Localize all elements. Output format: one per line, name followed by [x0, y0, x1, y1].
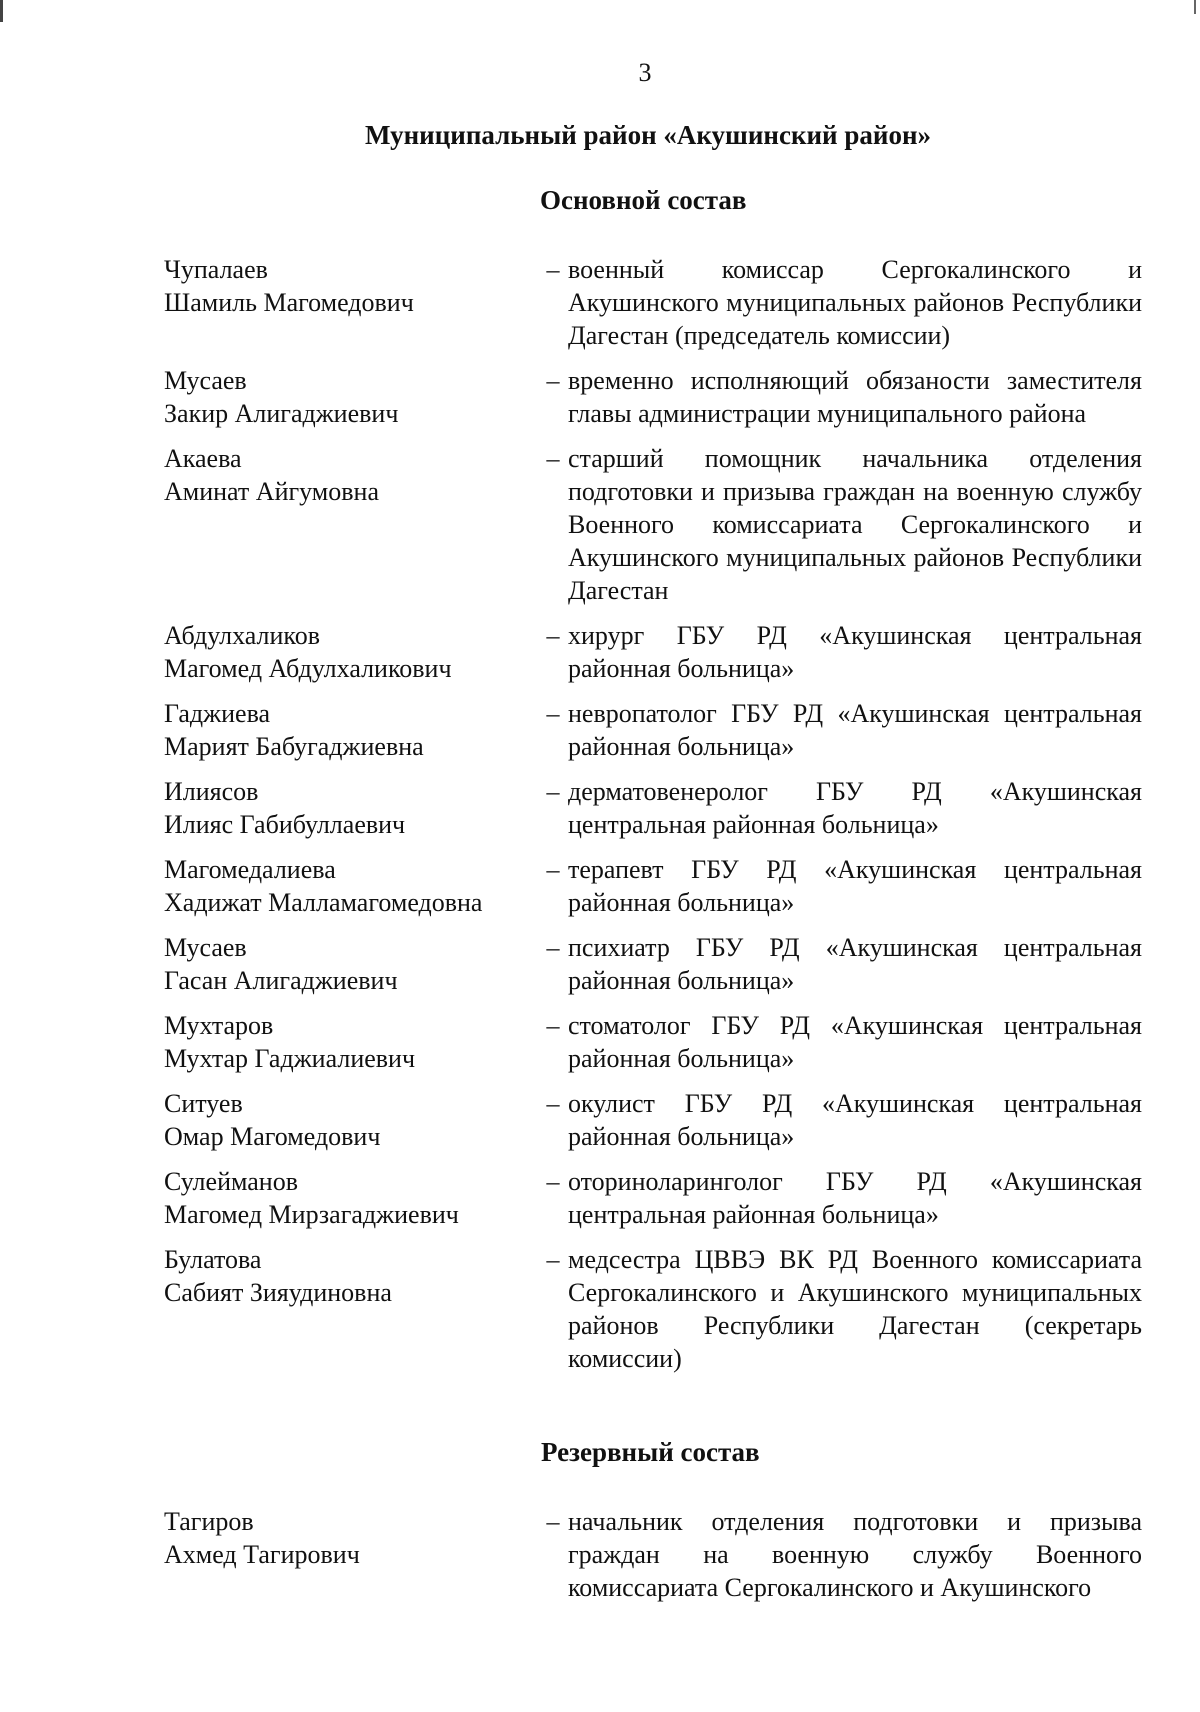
dash-separator: – — [546, 777, 560, 806]
member-first-name: Гасан Алигаджиевич — [164, 966, 398, 995]
member-role: стоматолог ГБУ РД «Акушинская центральная районная больница» — [568, 1011, 1142, 1073]
member-last-name: Тагиров — [164, 1507, 254, 1536]
member-first-name: Омар Магомедович — [164, 1122, 381, 1151]
member-last-name: Мусаев — [164, 366, 247, 395]
member-name — [164, 364, 534, 430]
member-first-name: Закир Алигаджиевич — [164, 399, 399, 428]
member-last-name: Чупалаев — [164, 255, 268, 284]
dash-separator: – — [546, 1167, 560, 1196]
member-role: невропатолог ГБУ РД «Акушинская центральная районная больница» — [568, 699, 1142, 761]
member-last-name: Абдулхаликов — [164, 621, 320, 650]
member-role: медсестра ЦВВЭ ВК РД Военного комиссариата Сергокалинского и Акушинского муниципальных районов Республики Дагестан (секретарь комиссии) — [568, 1245, 1142, 1373]
member-role: терапевт ГБУ РД «Акушинская центральная районная больница» — [568, 855, 1142, 917]
member-row — [164, 931, 1144, 997]
member-name — [164, 1505, 534, 1604]
member-first-name: Сабият Зияудиновна — [164, 1278, 392, 1307]
member-name — [164, 619, 534, 685]
member-row — [164, 1505, 1144, 1604]
main-section-title: Основной состав — [540, 185, 747, 215]
member-row — [164, 1165, 1144, 1231]
member-row — [164, 1243, 1144, 1375]
member-row — [164, 442, 1144, 607]
member-last-name: Мухтаров — [164, 1011, 274, 1040]
dash-separator: – — [546, 1245, 560, 1274]
reserve-members-list — [164, 1505, 1144, 1616]
member-last-name: Мусаев — [164, 933, 247, 962]
member-role: военный комиссар Сергокалинского и Акушинского муниципальных районов Республики Дагестан (председатель комиссии) — [568, 255, 1142, 350]
member-row — [164, 253, 1144, 352]
member-role: дерматовенеролог ГБУ РД «Акушинская центральная районная больница» — [568, 777, 1142, 839]
member-role: оториноларинголог ГБУ РД «Акушинская центральная районная больница» — [568, 1167, 1142, 1229]
member-first-name: Шамиль Магомедович — [164, 288, 414, 317]
member-first-name: Аминат Айгумовна — [164, 477, 379, 506]
member-last-name: Илиясов — [164, 777, 259, 806]
dash-separator: – — [546, 1089, 560, 1118]
dash-separator: – — [546, 444, 560, 473]
member-last-name: Булатова — [164, 1245, 262, 1274]
member-role: начальник отделения подготовки и призыва граждан на военную службу Военного комиссариата Сергокалинского и Акушинского — [568, 1507, 1142, 1602]
member-name — [164, 775, 534, 841]
dash-separator: – — [546, 699, 560, 728]
member-row — [164, 853, 1144, 919]
member-first-name: Магомед Мирзагаджиевич — [164, 1200, 459, 1229]
scan-edge-mark-left — [0, 0, 3, 22]
member-last-name: Сулейманов — [164, 1167, 298, 1196]
member-name — [164, 853, 534, 919]
dash-separator: – — [546, 255, 560, 284]
scan-edge-mark-right — [1194, 0, 1196, 14]
member-name — [164, 931, 534, 997]
member-name — [164, 1009, 534, 1075]
page-number: 3 — [638, 58, 652, 87]
dash-separator: – — [546, 621, 560, 650]
member-role: временно исполняющий обязаности заместителя главы администрации муниципального района — [568, 366, 1142, 428]
dash-separator: – — [546, 855, 560, 884]
member-row — [164, 1009, 1144, 1075]
member-first-name: Магомед Абдулхаликович — [164, 654, 452, 683]
member-first-name: Мухтар Гаджиалиевич — [164, 1044, 416, 1073]
member-name — [164, 1165, 534, 1231]
member-name — [164, 442, 534, 607]
member-first-name: Илияс Габибуллаевич — [164, 810, 406, 839]
member-name — [164, 697, 534, 763]
member-role: окулист ГБУ РД «Акушинская центральная районная больница» — [568, 1089, 1142, 1151]
member-last-name: Акаева — [164, 444, 242, 473]
member-role: психиатр ГБУ РД «Акушинская центральная районная больница» — [568, 933, 1142, 995]
member-name — [164, 1243, 534, 1375]
member-name — [164, 253, 534, 352]
document-title: Муниципальный район «Акушинский район» — [364, 120, 931, 150]
member-row — [164, 775, 1144, 841]
member-first-name: Ахмед Тагирович — [164, 1540, 360, 1569]
main-members-list — [164, 253, 1144, 1387]
reserve-section-title: Резервный состав — [541, 1437, 760, 1467]
member-row — [164, 619, 1144, 685]
member-last-name: Ситуев — [164, 1089, 243, 1118]
dash-separator: – — [546, 933, 560, 962]
member-row — [164, 697, 1144, 763]
member-role: старший помощник начальника отделения подготовки и призыва граждан на военную службу Военного комиссариата Сергокалинского и Акушинского муниципальных районов Республики Дагестан — [568, 444, 1142, 605]
dash-separator: – — [546, 1507, 560, 1536]
member-last-name: Гаджиева — [164, 699, 271, 728]
member-row — [164, 364, 1144, 430]
member-name — [164, 1087, 534, 1153]
dash-separator: – — [546, 1011, 560, 1040]
member-role: хирург ГБУ РД «Акушинская центральная районная больница» — [568, 621, 1142, 683]
member-last-name: Магомедалиева — [164, 855, 336, 884]
member-first-name: Хадижат Малламагомедовна — [164, 888, 483, 917]
member-row — [164, 1087, 1144, 1153]
dash-separator: – — [546, 366, 560, 395]
member-first-name: Марият Бабугаджиевна — [164, 732, 424, 761]
